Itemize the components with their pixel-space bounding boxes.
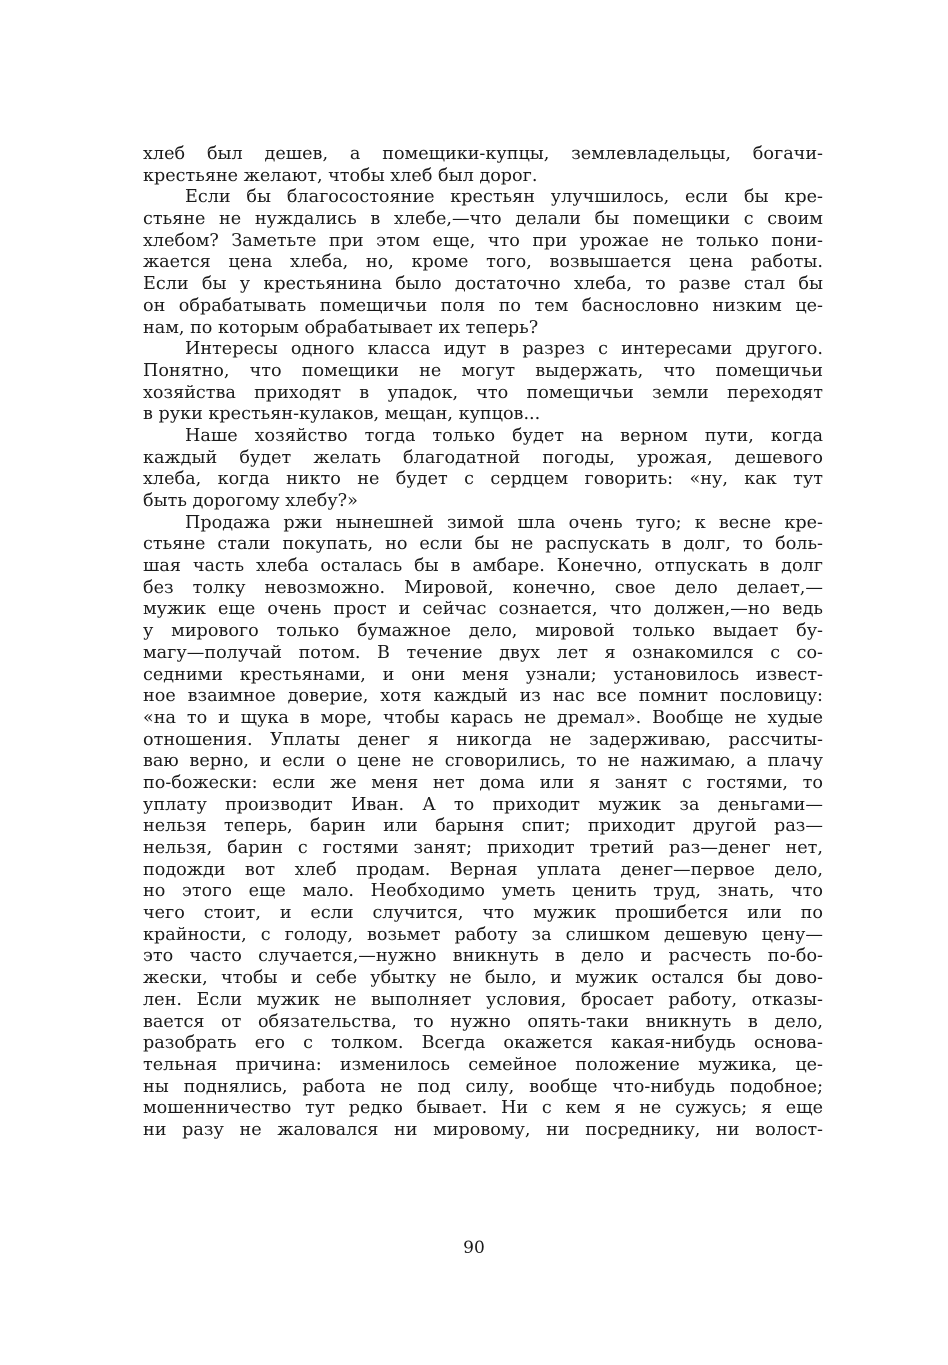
text-line: разобрать его с толком. Всегда окажется какая-нибудь основа- <box>143 1033 823 1054</box>
text-line: подожди вот хлеб продам. Верная уплата денег—первое дело, <box>143 859 823 880</box>
page-number: 90 <box>463 1238 485 1258</box>
text-line: без толку невозможно. Мировой, конечно, свое дело делает,— <box>143 577 823 598</box>
text-line: нам, по которым обрабатывает их теперь? <box>143 317 539 338</box>
text-line: хлеба, когда никто не будет с сердцем говорить: «ну, как тут <box>143 469 823 490</box>
text-line: вается от обязательства, то нужно опять-таки вникнуть в дело, <box>143 1011 823 1032</box>
text-line: чего стоит, и если случится, что мужик прошибется или по <box>143 903 823 924</box>
text-line: мужик еще очень прост и сейчас сознается, что должен,—но ведь <box>143 599 823 620</box>
text-line: «на то и щука в море, чтобы карась не дремал». Вообще не худые <box>143 707 823 728</box>
text-line: ны поднялись, работа не под силу, вообще что-нибудь подобное; <box>143 1076 823 1097</box>
text-line: лен. Если мужик не выполняет условия, бросает работу, отказы- <box>143 989 823 1010</box>
text-line: нельзя, барин с гостями занят; приходит третий раз—денег нет, <box>143 838 823 858</box>
text-line: крайности, с голоду, возьмет работу за слишком дешевую цену— <box>143 924 823 945</box>
text-line: он обрабатывать помещичьи поля по тем баснословно низким це- <box>143 295 823 316</box>
text-line: Если бы благосостояние крестьян улучшилось, если бы кре- <box>185 187 823 208</box>
text-line: по-божески: если же меня нет дома или я занят с гостями, то <box>143 772 823 793</box>
text-line: стьяне не нуждались в хлебе,—что делали бы помещики с своим <box>143 209 823 230</box>
text-line: ваю верно, и если о цене не сговорились, то не нажимаю, а плачу <box>143 751 823 772</box>
text-line: Интересы одного класса идут в разрез с интересами другого. <box>185 339 823 360</box>
text-line: у мирового только бумажное дело, мировой только выдает бу- <box>143 621 823 642</box>
text-line: Наше хозяйство тогда только будет на верном пути, когда <box>185 425 823 446</box>
body-text <box>143 144 823 1142</box>
text-line: это часто случается,—нужно вникнуть в дело и расчесть по-бо- <box>143 946 823 967</box>
text-line: хозяйства приходят в упадок, что помещичьи земли переходят <box>143 382 823 403</box>
text-line: быть дорогому хлебу?» <box>143 491 358 511</box>
text-line: жески, чтобы и себе убытку не было, и мужик остался бы дово- <box>143 968 823 989</box>
text-line: но этого еще мало. Необходимо уметь ценить труд, знать, что <box>143 881 823 902</box>
text-line: Продажа ржи нынешней зимой шла очень туго; к весне кре- <box>185 512 823 533</box>
text-line: ное взаимное доверие, хотя каждый из нас все помнит пословицу: <box>143 686 823 707</box>
text-line: крестьяне желают, чтобы хлеб был дорог. <box>143 165 538 186</box>
text-line: в руки крестьян-кулаков, мещан, купцов... <box>143 404 541 425</box>
text-line: уплату производит Иван. А то приходит мужик за деньгами— <box>143 794 823 815</box>
text-line: каждый будет желать благодатной погоды, урожая, дешевого <box>143 447 823 468</box>
text-line: Если бы у крестьянина было достаточно хлеба, то разве стал бы <box>143 274 823 295</box>
text-line: мошенничество тут редко бывает. Ни с кем я не сужусь; я еще <box>143 1098 823 1119</box>
text-line: отношения. Уплаты денег я никогда не задерживаю, рассчиты- <box>143 729 823 750</box>
text-line: магу—получай потом. В течение двух лет я ознакомился с со- <box>143 642 823 663</box>
text-line: жается цена хлеба, но, кроме того, возвышается цена работы. <box>143 252 823 273</box>
text-line: тельная причина: изменилось семейное положение мужика, це- <box>143 1054 823 1075</box>
text-line: хлебом? Заметьте при этом еще, что при урожае не только пони- <box>143 230 823 251</box>
text-line: Понятно, что помещики не могут выдержать, что помещичьи <box>143 360 823 381</box>
text-line: хлеб был дешев, а помещики-купцы, землевладельцы, богачи- <box>143 144 823 164</box>
text-line: шая часть хлеба осталась бы в амбаре. Конечно, отпускать в долг <box>143 556 823 577</box>
text-line: седними крестьянами, и они меня узнали; установилось извест- <box>143 664 823 685</box>
text-line: стьяне стали покупать, но если бы не распускать в долг, то боль- <box>143 534 823 555</box>
text-line: ни разу не жаловался ни мировому, ни посреднику, ни волост- <box>143 1119 823 1140</box>
text-line: нельзя теперь, барин или барыня спит; приходит другой раз— <box>143 816 823 837</box>
